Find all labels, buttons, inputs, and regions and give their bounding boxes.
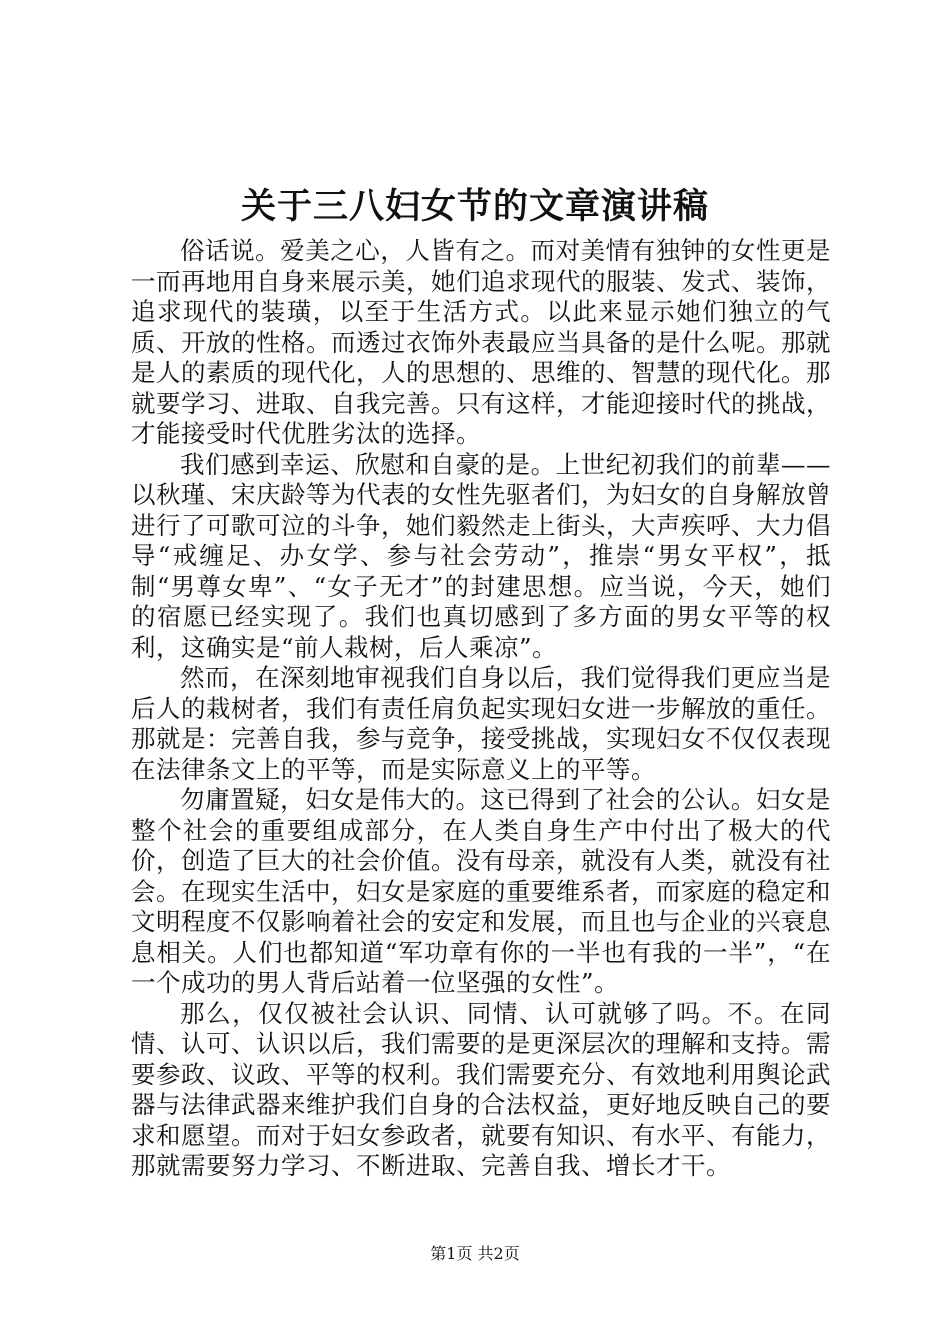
document-body: [131, 236, 831, 1182]
paragraph-2: 我们感到幸运、欣慰和自豪的是。上世纪初我们的前辈——以秋瑾、宋庆龄等为代表的女性先驱者们，为妇女的自身解放曾进行了可歌可泣的斗争，她们毅然走上街头，大声疾呼、大力倡导“戒缠足、办女学、参与社会劳动”，推崇“男女平权”，抵制“男尊女卑”、“女子无才”的封建思想。应当说，今天，她们的宿愿已经实现了。我们也真切感到了多方面的男女平等的权利，这确实是“前人栽树，后人乘凉”。: [131, 449, 831, 662]
paragraph-3: 然而，在深刻地审视我们自身以后，我们觉得我们更应当是后人的栽树者，我们有责任肩负起实现妇女进一步解放的重任。那就是：完善自我，参与竞争，接受挑战，实现妇女不仅仅表现在法律条文上的平等，而是实际意义上的平等。: [131, 663, 831, 784]
paragraph-1: 俗话说。爱美之心，人皆有之。而对美情有独钟的女性更是一而再地用自身来展示美，她们追求现代的服装、发式、装饰，追求现代的装璜，以至于生活方式。以此来显示她们独立的气质、开放的性格。而透过衣饰外表最应当具备的是什么呢。那就是人的素质的现代化，人的思想的、思维的、智慧的现代化。那就要学习、进取、自我完善。只有这样，才能迎接时代的挑战，才能接受时代优胜劣汰的选择。: [131, 236, 831, 448]
paragraph-4: 勿庸置疑，妇女是伟大的。这已得到了社会的公认。妇女是整个社会的重要组成部分，在人类自身生产中付出了极大的代价，创造了巨大的社会价值。没有母亲，就没有人类，就没有社会。在现实生活中，妇女是家庭的重要维系者，而家庭的稳定和文明程度不仅影响着社会的安定和发展，而且也与企业的兴衰息息相关。人们也都知道“军功章有你的一半也有我的一半”，“在一个成功的男人背后站着一位坚强的女性”。: [131, 785, 831, 997]
paragraph-5: 那么，仅仅被社会认识、同情、认可就够了吗。不。在同情、认可、认识以后，我们需要的是更深层次的理解和支持。需要参政、议政、平等的权利。我们需要充分、有效地利用舆论武器与法律武器来维护我们自身的合法权益，更好地反映自己的要求和愿望。而对于妇女参政者，就要有知识、有水平、有能力，那就需要努力学习、不断进取、完善自我、增长才干。: [131, 998, 831, 1180]
document-title: 关于三八妇女节的文章演讲稿: [240, 186, 709, 227]
page-number-footer: 第1页 共2页: [430, 1244, 520, 1263]
